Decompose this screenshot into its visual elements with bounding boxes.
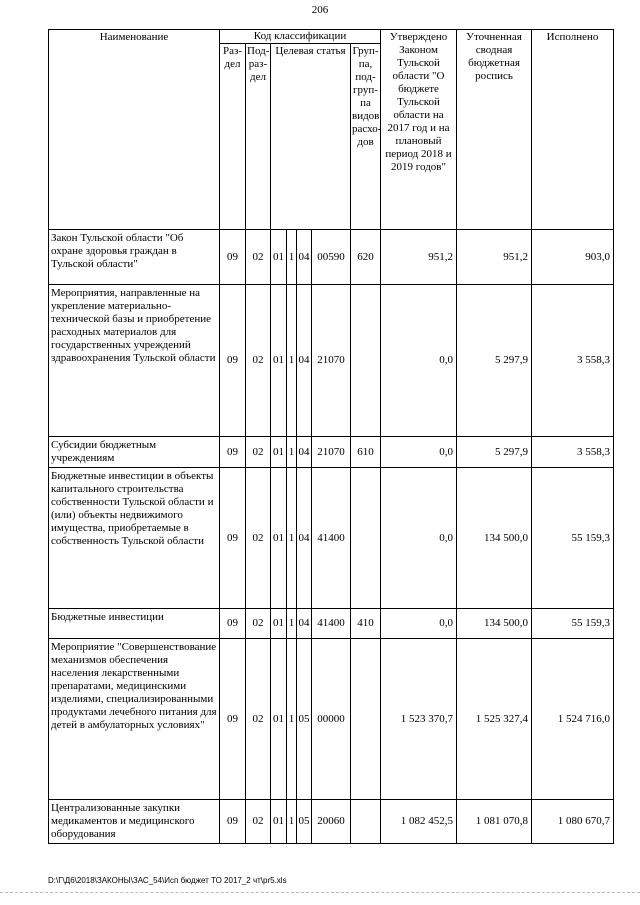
- header-group: Груп-па, под-груп-па видов расхо-дов: [351, 44, 381, 230]
- cell-c1: 01: [271, 609, 287, 639]
- table-row: [49, 230, 614, 285]
- cell-pr: 02: [246, 285, 271, 437]
- cell-refined: 5 297,9: [457, 437, 532, 468]
- cell-rz: 09: [220, 639, 246, 800]
- cell-name: Закон Тульской области "Об охране здоровья граждан в Тульской области": [49, 230, 220, 285]
- cell-vr: 620: [351, 230, 381, 285]
- table-row: [49, 468, 614, 609]
- cell-c4: 41400: [312, 609, 351, 639]
- cell-approved: 0,0: [381, 437, 457, 468]
- cell-c4: 00000: [312, 639, 351, 800]
- table-row: [49, 609, 614, 639]
- cell-c3: 04: [297, 609, 312, 639]
- cell-executed: 1 080 670,7: [532, 800, 614, 844]
- header-executed: Исполнено: [532, 30, 614, 230]
- cell-c3: 05: [297, 800, 312, 844]
- cell-c4: 41400: [312, 468, 351, 609]
- cell-rz: 09: [220, 230, 246, 285]
- header-target: Целевая статья: [271, 44, 351, 230]
- cell-vr: 410: [351, 609, 381, 639]
- cell-c4: 21070: [312, 285, 351, 437]
- cell-executed: 3 558,3: [532, 285, 614, 437]
- header-refined: Уточненная сводная бюджетная роспись: [457, 30, 532, 230]
- cell-approved: 951,2: [381, 230, 457, 285]
- cell-name: Централизованные закупки медикаментов и медицинского оборудования: [49, 800, 220, 844]
- cell-executed: 903,0: [532, 230, 614, 285]
- cell-refined: 5 297,9: [457, 285, 532, 437]
- cell-c4: 20060: [312, 800, 351, 844]
- cell-c4: 00590: [312, 230, 351, 285]
- cell-approved: 0,0: [381, 468, 457, 609]
- header-name: Наименование: [49, 30, 220, 230]
- cell-c1: 01: [271, 639, 287, 800]
- cell-pr: 02: [246, 609, 271, 639]
- cell-c3: 05: [297, 639, 312, 800]
- cell-rz: 09: [220, 285, 246, 437]
- cell-vr: [351, 468, 381, 609]
- cell-rz: 09: [220, 437, 246, 468]
- cell-c2: 1: [287, 230, 297, 285]
- cell-rz: 09: [220, 609, 246, 639]
- cell-c1: 01: [271, 800, 287, 844]
- cell-c2: 1: [287, 468, 297, 609]
- table-row: [49, 639, 614, 800]
- cell-vr: [351, 639, 381, 800]
- budget-table: [48, 29, 614, 844]
- cell-c2: 1: [287, 800, 297, 844]
- header-approved: Утверждено Законом Тульской области "О бюджете Тульской области на 2017 год и на плановый период 2018 и 2019 годов": [381, 30, 457, 230]
- file-path-footer: D:\Г\Д6\2018\ЗАКОНЫ\ЗАС_54\Исп бюджет ТО 2017_2 чт\pr5.xls: [48, 876, 287, 885]
- cell-name: Бюджетные инвестиции в объекты капитального строительства собственности Тульской области и (или) объекты недвижимого имущества, приобретаемые в собственность Тульской области: [49, 468, 220, 609]
- cell-c1: 01: [271, 437, 287, 468]
- header-podrazdel: Под-раз-дел: [246, 44, 271, 230]
- cell-c2: 1: [287, 285, 297, 437]
- cell-approved: 0,0: [381, 285, 457, 437]
- cell-pr: 02: [246, 437, 271, 468]
- cell-refined: 951,2: [457, 230, 532, 285]
- cell-name: Бюджетные инвестиции: [49, 609, 220, 639]
- cell-refined: 134 500,0: [457, 609, 532, 639]
- cell-c2: 1: [287, 437, 297, 468]
- cell-approved: 1 082 452,5: [381, 800, 457, 844]
- cell-executed: 55 159,3: [532, 468, 614, 609]
- cell-name: Мероприятия, направленные на укрепление материально-технической базы и приобретение расходных материалов для государственных учреждений здравоохранения Тульской области: [49, 285, 220, 437]
- cell-executed: 3 558,3: [532, 437, 614, 468]
- cell-c1: 01: [271, 285, 287, 437]
- header-razdel: Раз-дел: [220, 44, 246, 230]
- cell-vr: [351, 800, 381, 844]
- cell-pr: 02: [246, 468, 271, 609]
- cell-pr: 02: [246, 230, 271, 285]
- cell-c1: 01: [271, 468, 287, 609]
- cell-pr: 02: [246, 639, 271, 800]
- cell-refined: 1 525 327,4: [457, 639, 532, 800]
- cell-vr: 610: [351, 437, 381, 468]
- cell-refined: 134 500,0: [457, 468, 532, 609]
- cell-name: Субсидии бюджетным учреждениям: [49, 437, 220, 468]
- cell-c2: 1: [287, 609, 297, 639]
- table-row: [49, 437, 614, 468]
- cell-rz: 09: [220, 800, 246, 844]
- cell-approved: 1 523 370,7: [381, 639, 457, 800]
- table-row: [49, 285, 614, 437]
- cell-c3: 04: [297, 468, 312, 609]
- cell-executed: 1 524 716,0: [532, 639, 614, 800]
- cell-rz: 09: [220, 468, 246, 609]
- cell-c4: 21070: [312, 437, 351, 468]
- table-row: [49, 800, 614, 844]
- cell-c2: 1: [287, 639, 297, 800]
- page-number: 206: [311, 4, 329, 16]
- header-code-group: Код классификации: [220, 30, 381, 44]
- cell-refined: 1 081 070,8: [457, 800, 532, 844]
- cell-executed: 55 159,3: [532, 609, 614, 639]
- cell-c1: 01: [271, 230, 287, 285]
- cell-vr: [351, 285, 381, 437]
- cell-c3: 04: [297, 437, 312, 468]
- page-edge-line: [0, 892, 640, 893]
- cell-name: Мероприятие "Совершенствование механизмов обеспечения населения лекарственными препаратами, медицинскими изделиями, специализированными продуктами лечебного питания для детей в амбулаторных условиях": [49, 639, 220, 800]
- cell-c3: 04: [297, 230, 312, 285]
- cell-c3: 04: [297, 285, 312, 437]
- cell-pr: 02: [246, 800, 271, 844]
- cell-approved: 0,0: [381, 609, 457, 639]
